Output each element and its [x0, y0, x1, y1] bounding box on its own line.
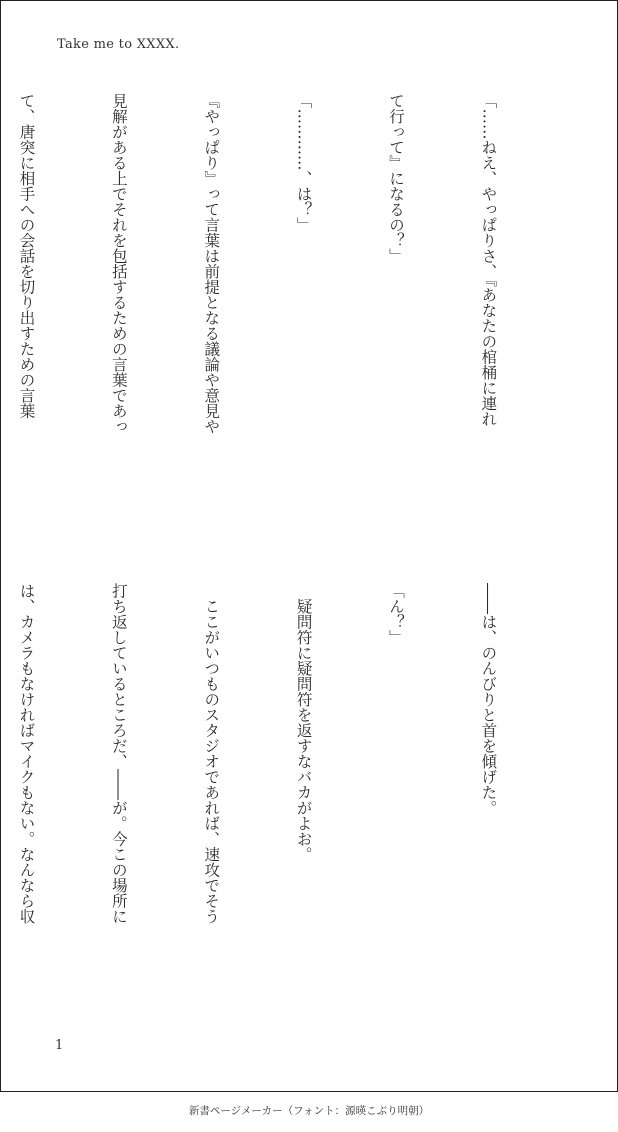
text-line: 『やっぱり』って言葉は前提となる議論や意見や [202, 93, 221, 434]
text-line: て、唐突に相手への会話を切り出すための言葉 [17, 93, 36, 419]
footer-credit: 新書ページメーカー（フォント：源暎こぶり明朝） [188, 1105, 430, 1117]
text-line: 「ん？」 [387, 583, 406, 645]
text-block-lower [0, 583, 565, 1023]
text-block-upper [0, 93, 565, 533]
text-line: は、カメラもなければマイクもない。なんなら収 [17, 583, 36, 924]
text-line: 打ち返しているところだ、――が。今この場所に [109, 583, 128, 924]
text-line: 「…………、は？」 [294, 93, 313, 233]
text-line: て行って』になるの？」 [387, 93, 406, 264]
text-line: ここがいつものスタジオであれば、速攻でそう [202, 583, 221, 924]
text-line: ――は、のんびりと首を傾げた。 [479, 583, 498, 816]
page-header-title: Take me to XXXX. [57, 37, 180, 52]
text-line: 疑問符に疑問符を返すなバカがよお。 [294, 583, 313, 862]
page-number: 1 [55, 1038, 64, 1053]
text-line: 見解がある上でそれを包括するための言葉であっ [109, 93, 128, 434]
text-line: 「……ねえ、やっぱりさ、『あなたの棺桶に連れ [479, 93, 498, 427]
